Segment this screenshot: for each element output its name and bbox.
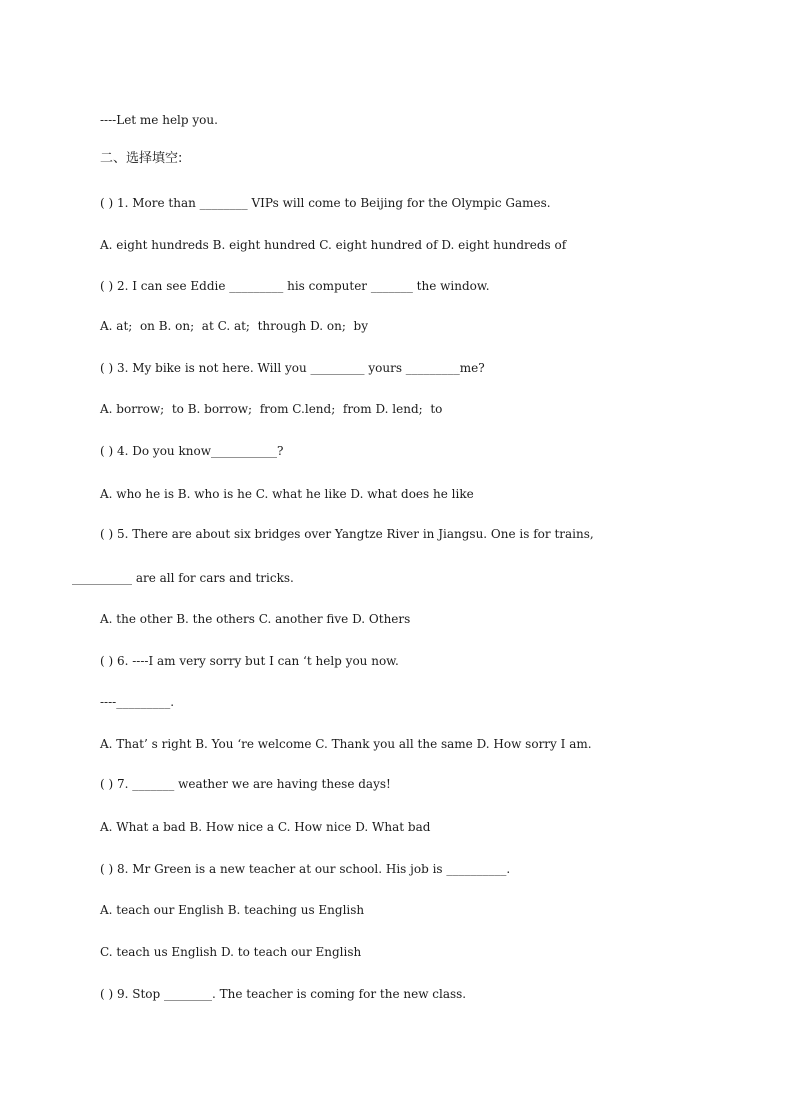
question-6: ( ) 6. ----I am very sorry but I can ‘t help you now. — [100, 654, 399, 668]
question-4: ( ) 4. Do you know___________? — [100, 444, 284, 458]
question-7: ( ) 7. _______ weather we are having these days! — [100, 777, 391, 791]
question-9: ( ) 9. Stop ________. The teacher is coming for the new class. — [100, 987, 467, 1001]
question-4-options: A. who he is B. who is he C. what he like D. what does he like — [100, 487, 474, 501]
question-6-options: A. That’ s right B. You ‘re welcome C. Thank you all the same D. How sorry I am. — [100, 737, 592, 751]
question-2-options: A. at; on B. on; at C. at; through D. on; by — [100, 319, 368, 333]
dialogue-line-help: ----Let me help you. — [100, 113, 218, 127]
question-1: ( ) 1. More than ________ VIPs will come to Beijing for the Olympic Games. — [100, 196, 551, 210]
question-7-options: A. What a bad B. How nice a C. How nice D. What bad — [100, 820, 431, 834]
question-5: ( ) 5. There are about six bridges over Yangtze River in Jiangsu. One is for trains, — [100, 527, 594, 541]
question-5-options: A. the other B. the others C. another five D. Others — [100, 612, 411, 626]
question-2: ( ) 2. I can see Eddie _________ his computer _______ the window. — [100, 279, 490, 293]
question-5-continuation: __________ are all for cars and tricks. — [72, 571, 294, 585]
question-8-options-a-b: A. teach our English B. teaching us English — [100, 903, 365, 917]
question-6-response: ----_________. — [100, 695, 175, 709]
question-8-options-c-d: C. teach us English D. to teach our English — [100, 945, 362, 959]
question-1-options: A. eight hundreds B. eight hundred C. eight hundred of D. eight hundreds of — [100, 238, 567, 252]
section-heading: 二、选择填空: — [100, 151, 183, 166]
question-3-options: A. borrow; to B. borrow; from C.lend; from D. lend; to — [100, 402, 443, 416]
question-3: ( ) 3. My bike is not here. Will you _________ yours _________me? — [100, 361, 485, 375]
question-8: ( ) 8. Mr Green is a new teacher at our school. His job is __________. — [100, 862, 511, 876]
